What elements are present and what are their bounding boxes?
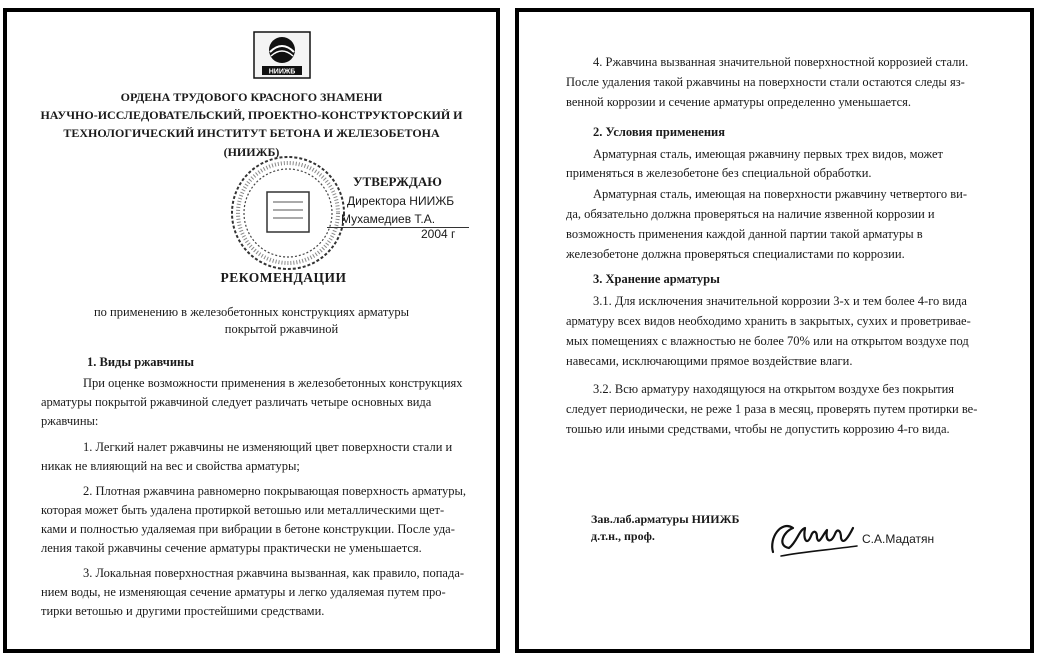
- text-line: ржавчины:: [41, 414, 99, 428]
- text-line: 3.1. Для исключения значительной коррозии 3-х и тем более 4-го вида: [593, 294, 967, 308]
- logo-text: НИИЖБ: [268, 68, 296, 76]
- text-line: применяться в железобетоне без специальной обработки.: [566, 166, 872, 180]
- approval-name: Мухамедиев Т.А.: [341, 212, 436, 226]
- signatory-degree: д.т.н., проф.: [591, 529, 655, 543]
- text-line: 3.2. Всю арматуру находящуюся на открытом воздухе без покрытия: [593, 382, 955, 396]
- text-line: 2. Плотная ржавчина равномерно покрывающая поверхность арматуры,: [83, 484, 467, 498]
- header-line3: ТЕХНОЛОГИЧЕСКИЙ ИНСТИТУТ БЕТОНА И ЖЕЛЕЗОБЕТОНА: [63, 126, 440, 140]
- approval-title: УТВЕРЖДАЮ: [353, 174, 442, 189]
- text-line: ками и полностью удаляемая при вибрации в бетоне конструкции. После уда-: [41, 522, 455, 536]
- official-stamp-icon: [229, 154, 347, 272]
- text-line: да, обязательно должна проверяться на наличие язвенной коррозии и: [566, 207, 935, 221]
- header-line2: НАУЧНО-ИССЛЕДОВАТЕЛЬСКИЙ, ПРОЕКТНО-КОНСТРУКТОРСКИЙ И: [40, 108, 463, 122]
- text-line: ления такой ржавчины сечение арматуры практически не уменьшается.: [41, 541, 422, 555]
- text-line: следует периодически, не реже 1 раза в месяц, проверять путем протирки ве-: [566, 402, 978, 416]
- text-line: Арматурная сталь, имеющая на поверхности ржавчину четвертого ви-: [593, 187, 967, 201]
- header-line4: (НИИЖБ): [223, 145, 280, 159]
- approval-role: Директора НИИЖБ: [347, 194, 455, 208]
- header-line1: ОРДЕНА ТРУДОВОГО КРАСНОГО ЗНАМЕНИ: [120, 90, 383, 104]
- text-line: навесами, исключающими прямое воздействие влаги.: [566, 354, 853, 368]
- text-line: 4. Ржавчина вызванная значительной поверхностной коррозией стали.: [593, 55, 969, 69]
- subtitle-line2: покрытой ржавчиной: [224, 322, 339, 336]
- text-line: тирки ветошью и другими простейшими средствами.: [41, 604, 325, 618]
- subtitle-line1: по применению в железобетонных конструкциях арматуры: [93, 305, 410, 319]
- text-line: 1. Легкий налет ржавчины не изменяющий цвет поверхности стали и: [83, 440, 453, 454]
- text-line: возможность применения каждой данной партии такой арматуры в: [566, 227, 923, 241]
- document-title: РЕКОМЕНДАЦИИ: [220, 270, 347, 285]
- section2-title: 2. Условия применения: [593, 125, 726, 139]
- text-line: никак не влияющий на вес и свойства арматуры;: [41, 459, 300, 473]
- text-line: арматуры покрытой ржавчиной следует различать четыре основных вида: [41, 395, 432, 409]
- text-line: которая может быть удалена протиркой ветошью или металлическими щет-: [41, 503, 445, 517]
- text-line: При оценке возможности применения в железобетонных конструкциях: [83, 376, 463, 390]
- text-line: венной коррозии и сечение арматуры определенно уменьшается.: [566, 95, 912, 109]
- signatory-position: Зав.лаб.арматуры НИИЖБ: [591, 512, 740, 526]
- approval-year: 2004 г: [421, 227, 456, 241]
- section1-title: 1. Виды ржавчины: [87, 355, 195, 369]
- niizhb-logo-icon: [252, 30, 312, 80]
- document-page-left: [3, 8, 500, 653]
- text-line: арматуру всех видов необходимо хранить в закрытых, сухих и проветривае-: [566, 314, 971, 328]
- text-line: железобетоне должна проверяться специалистами по коррозии.: [566, 247, 905, 261]
- handwritten-signature-icon: [767, 512, 862, 564]
- text-line: тошью или иными средствами, чтобы не допустить коррозию 4-го вида.: [566, 422, 950, 436]
- document-page-right: [515, 8, 1034, 653]
- text-line: мых помещениях с влажностью не более 70% или на открытом воздухе под: [566, 334, 969, 348]
- section3-title: 3. Хранение арматуры: [593, 272, 720, 286]
- signatory-name: С.А.Мадатян: [862, 532, 935, 546]
- text-line: После удаления такой ржавчины на поверхности стали остаются следы яз-: [566, 75, 965, 89]
- text-line: нием воды, не изменяющая сечение арматуры и легко удаляемая путем про-: [41, 585, 446, 599]
- text-line: 3. Локальная поверхностная ржавчина вызванная, как правило, попада-: [83, 566, 465, 580]
- text-line: Арматурная сталь, имеющая ржавчину первых трех видов, может: [593, 147, 943, 161]
